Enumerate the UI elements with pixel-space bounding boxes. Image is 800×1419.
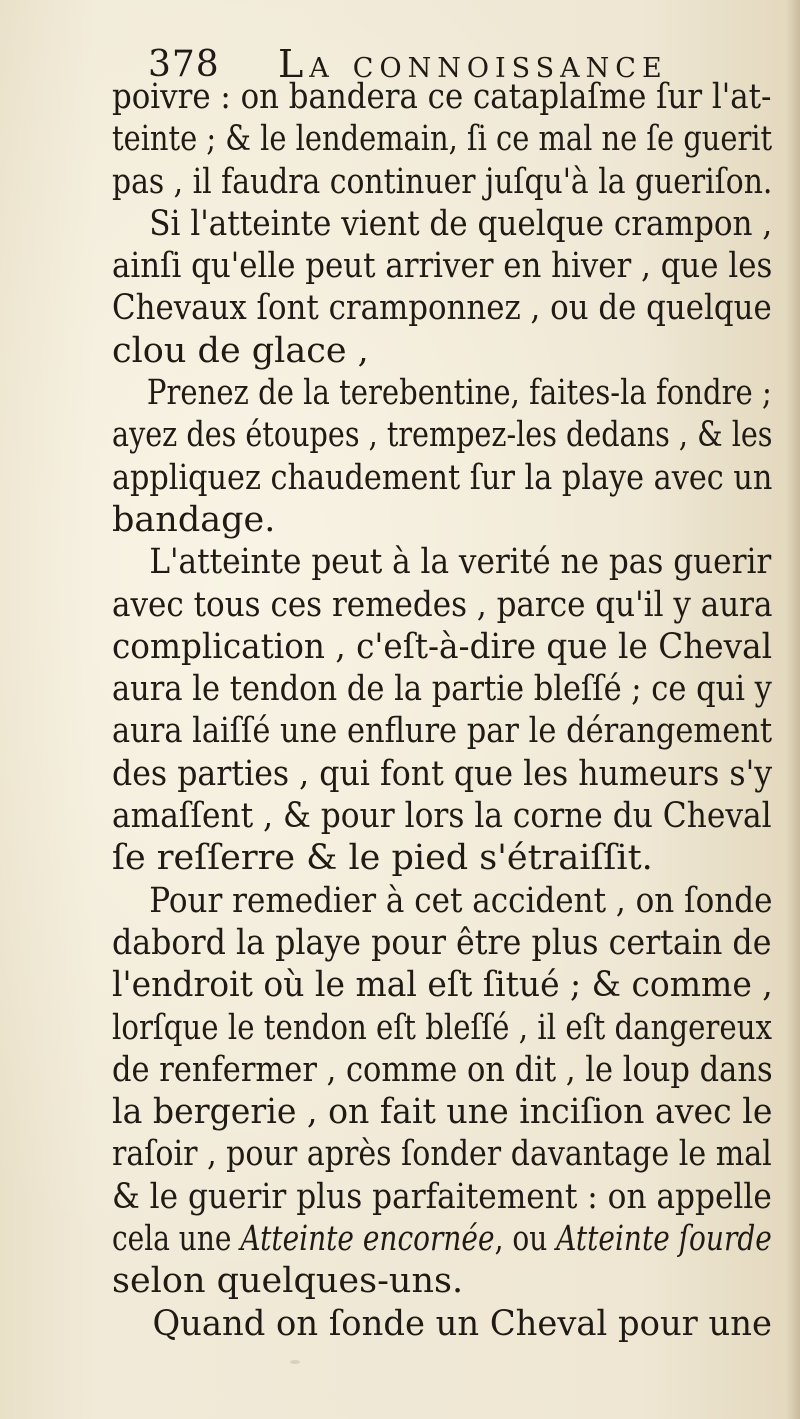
paragraph-start: Pour remedier à cet accident , on ſonde	[149, 880, 773, 921]
text-line: amaſſent , & pour lors la corne du Cheval	[112, 796, 772, 837]
text-line: de renfermer , comme on dit , le loup dans	[112, 1049, 773, 1090]
paragraph-start: Si l'atteinte vient de quelque crampon ,	[149, 203, 773, 244]
running-title: La connoissance	[278, 42, 668, 86]
page-edge-shadow	[786, 0, 800, 1419]
text-line: aura laiſſé une enflure par le dérangement	[112, 711, 773, 752]
ink-spot	[290, 1360, 300, 1364]
text-line: complication , c'eſt-à-dire que le Cheval	[112, 626, 773, 667]
text-line: teinte ; & le lendemain, ſi ce mal ne ſe guerit	[112, 119, 773, 160]
text-line: l'endroit où le mal eſt ſitué ; & comme ,	[112, 965, 773, 1006]
text-line: pas , il faudra continuer juſqu'à la gueriſon.	[112, 161, 773, 202]
text-line: aura le tendon de la partie bleſſé ; ce qui y	[112, 669, 772, 710]
paragraph-start: L'atteinte peut à la verité ne pas guerir	[149, 542, 772, 583]
text-fragment: cela une	[112, 1219, 241, 1260]
text-line: bandage.	[112, 499, 276, 540]
body-text	[112, 76, 772, 1345]
text-line: la bergerie , on fait une inciſion avec le	[112, 1092, 773, 1133]
text-line-with-terms	[112, 1218, 772, 1260]
text-line: lorſque le tendon eſt bleſſé , il eſt dangereux	[112, 1007, 773, 1048]
paragraph-start: Quand on ſonde un Cheval pour une	[152, 1303, 772, 1344]
text-line: clou de glace ,	[112, 330, 369, 371]
text-line: ayez des étoupes , trempez-les dedans , & les	[112, 415, 773, 456]
text-line: avec tous ces remedes , parce qu'il y aura	[112, 584, 773, 625]
text-line: dabord la playe pour être plus certain de	[112, 922, 772, 963]
text-line: Chevaux ſont cramponnez , ou de quelque	[112, 288, 772, 329]
text-line: & le guerir plus parfaitement : on appelle	[112, 1176, 772, 1217]
text-line: poivre : on bandera ce cataplaſme ſur l'at-	[112, 77, 772, 117]
italic-term: Atteinte ſourde	[556, 1219, 772, 1260]
text-line: des parties , qui font que les humeurs s'y	[112, 753, 773, 794]
paragraph-start: Prenez de la terebentine, faites-la fondre ;	[146, 373, 772, 414]
text-line: appliquez chaudement ſur la playe avec un	[112, 457, 773, 498]
italic-term: Atteinte encornée	[240, 1219, 495, 1260]
text-line: selon quelques-uns.	[112, 1261, 464, 1302]
text-line: ſe reſſerre & le pied s'étraiſſit.	[112, 838, 653, 879]
text-line: ainſi qu'elle peut arriver en hiver , que les	[112, 246, 773, 287]
text-line: raſoir , pour après ſonder davantage le mal	[112, 1134, 772, 1175]
page-number: 378	[148, 44, 220, 85]
text-fragment: , ou	[494, 1219, 557, 1260]
